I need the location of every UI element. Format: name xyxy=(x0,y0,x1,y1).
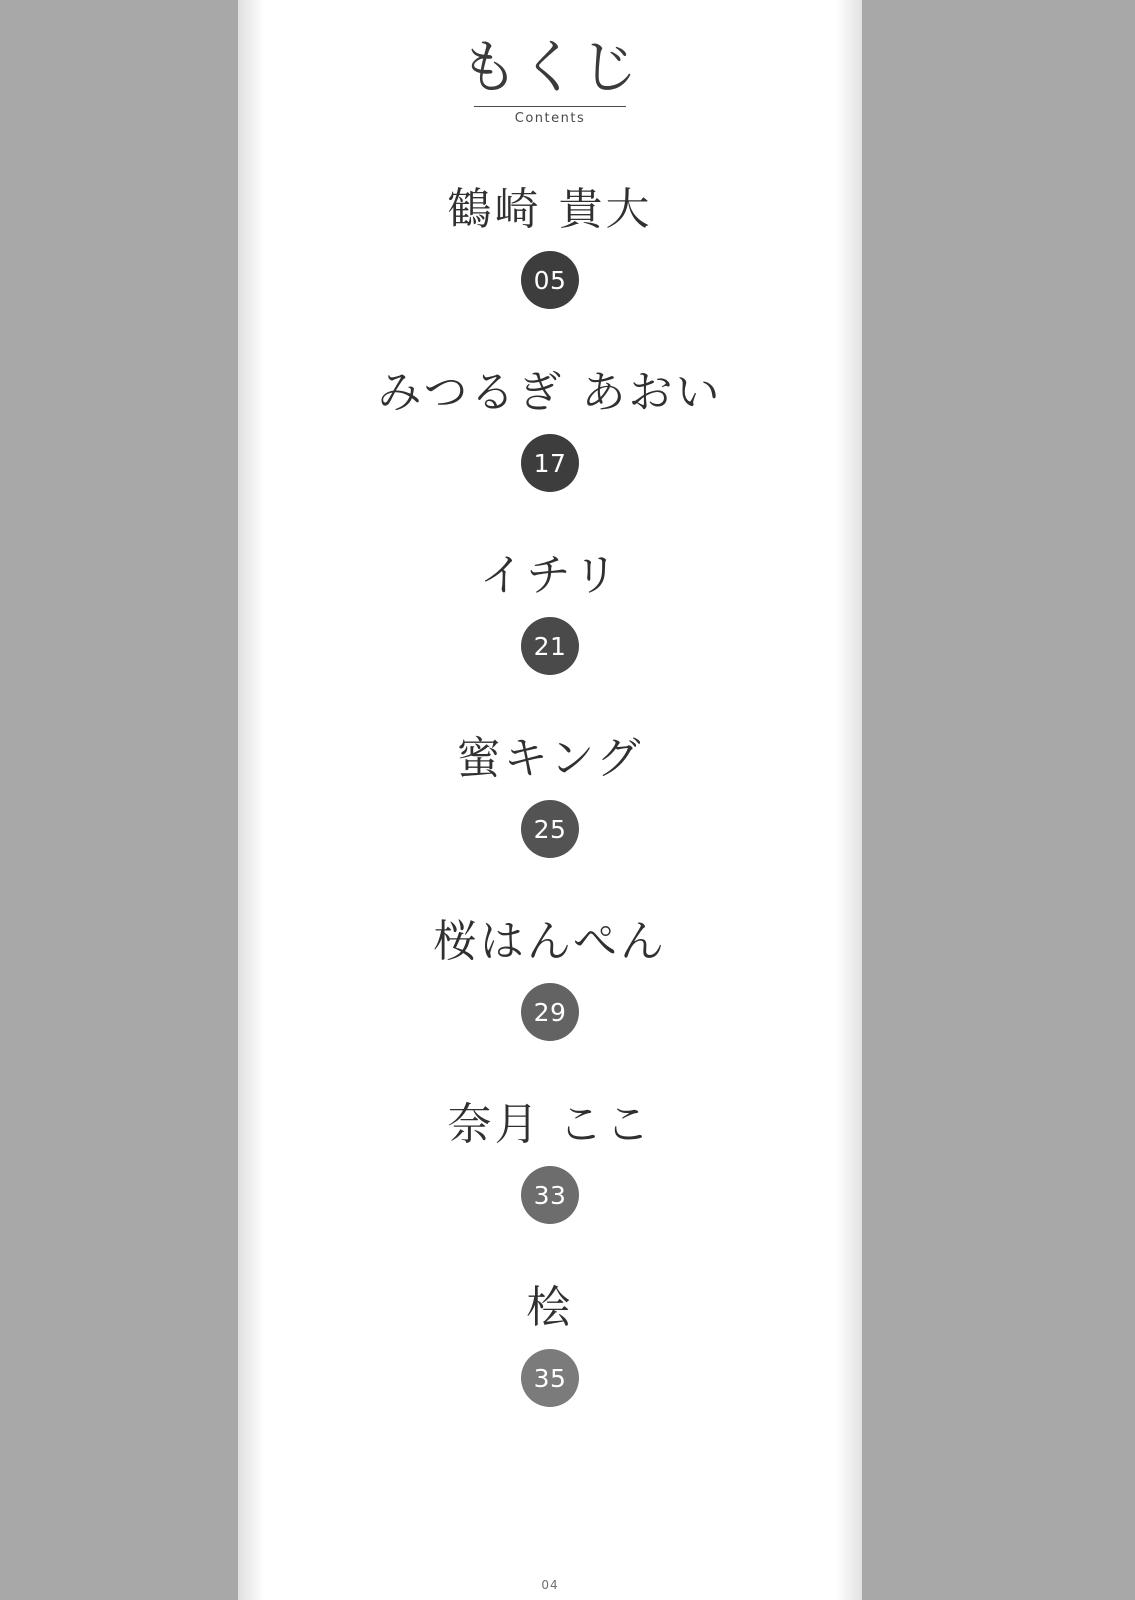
list-item[interactable] xyxy=(238,548,862,675)
title-japanese: もくじ xyxy=(459,33,640,101)
entry-author-name: イチリ xyxy=(479,550,621,601)
entry-page-badge: 05 xyxy=(521,251,579,309)
entry-author-name: 鶴崎 貴大 xyxy=(447,184,653,235)
list-item[interactable] xyxy=(238,182,862,309)
entry-page-badge: 25 xyxy=(521,800,579,858)
entry-page-badge: 33 xyxy=(521,1166,579,1224)
title-divider xyxy=(474,106,626,107)
list-item[interactable] xyxy=(238,1280,862,1407)
page-title xyxy=(459,33,640,126)
entry-author-name: 桧 xyxy=(526,1282,574,1333)
entry-page-badge: 35 xyxy=(521,1349,579,1407)
page-content xyxy=(238,0,862,1600)
entry-author-name: みつるぎ あおい xyxy=(377,367,723,418)
list-item[interactable] xyxy=(238,731,862,858)
list-item[interactable] xyxy=(238,1097,862,1224)
entry-page-badge: 29 xyxy=(521,983,579,1041)
page-number: 04 xyxy=(541,1578,559,1592)
entry-author-name: 桜はんぺん xyxy=(432,916,668,967)
entry-page-badge: 21 xyxy=(521,617,579,675)
entry-page-badge: 17 xyxy=(521,434,579,492)
title-english: Contents xyxy=(514,111,586,126)
list-item[interactable] xyxy=(238,365,862,492)
entry-author-name: 奈月 ここ xyxy=(447,1099,653,1150)
list-item[interactable] xyxy=(238,914,862,1041)
table-of-contents xyxy=(238,182,862,1463)
entry-author-name: 蜜キング xyxy=(456,733,644,784)
